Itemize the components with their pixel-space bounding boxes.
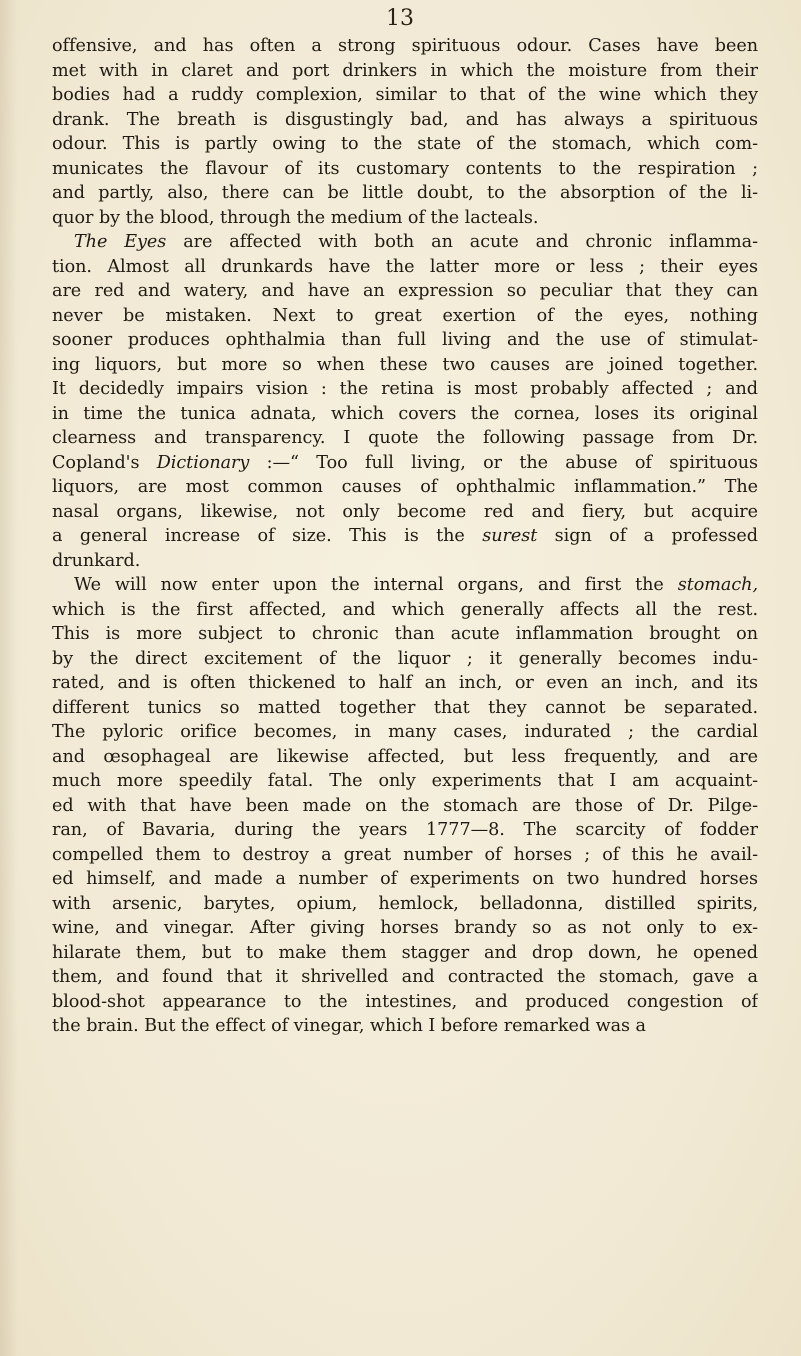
text-line bbox=[52, 279, 758, 304]
text-run: are red and watery, and have an expression so peculiar that they can bbox=[52, 281, 758, 301]
text-run: rated, and is often thickened to half an inch, or even an inch, and its bbox=[52, 673, 758, 693]
text-run: met with in claret and port drinkers in which the moisture from their bbox=[52, 60, 758, 81]
text-run: We will now enter upon the internal organs, and first the bbox=[74, 575, 678, 595]
text-run: compelled them to destroy a great number of horses ; of this he avail- bbox=[52, 844, 758, 865]
text-run: clearness and transparency. I quote the following passage from Dr. bbox=[52, 428, 758, 448]
text-line bbox=[52, 402, 758, 427]
text-line bbox=[52, 941, 758, 966]
text-line bbox=[52, 426, 758, 451]
text-line bbox=[52, 696, 758, 721]
text-run: much more speedily fatal. The only experiments that I am acquaint- bbox=[52, 771, 758, 791]
text-run: hilarate them, but to make them stagger and drop down, he opened bbox=[52, 942, 758, 963]
text-line bbox=[52, 671, 758, 696]
text-line bbox=[52, 500, 758, 525]
text-run: drunkard. bbox=[52, 550, 141, 571]
text-line bbox=[52, 965, 758, 990]
text-run: This is more subject to chronic than acute inflammation brought on bbox=[52, 624, 758, 644]
text-run: It decidedly impairs vision : the retina is most probably affected ; and bbox=[52, 379, 758, 399]
text-line bbox=[52, 916, 758, 941]
text-run: the brain. But the effect of vinegar, which I before remarked was a bbox=[52, 1016, 646, 1036]
text-line bbox=[52, 353, 758, 378]
text-run: municates the flavour of its customary contents to the respiration ; bbox=[52, 158, 758, 179]
text-run: The pyloric orifice becomes, in many cases, indurated ; the cardial bbox=[52, 722, 758, 742]
binding-shadow bbox=[0, 0, 18, 1356]
text-run: which is the first affected, and which generally affects all the rest. bbox=[52, 599, 758, 620]
text-line bbox=[52, 549, 758, 574]
text-line bbox=[52, 83, 758, 108]
text-run: offensive, and has often a strong spirituous odour. Cases have been bbox=[52, 36, 758, 56]
text-run: ing liquors, but more so when these two causes are joined together. bbox=[52, 354, 758, 375]
text-run: :—“ Too full living, or the abuse of spirituous bbox=[249, 452, 758, 473]
text-line bbox=[52, 867, 758, 892]
text-line bbox=[52, 622, 758, 647]
text-run: never be mistaken. Next to great exertion of the eyes, nothing bbox=[52, 305, 758, 326]
italic-text: Dictionary bbox=[156, 452, 250, 473]
text-run: quor by the blood, through the medium of the lacteals. bbox=[52, 207, 539, 228]
text-line bbox=[52, 720, 758, 745]
text-run: tion. Almost all drunkards have the latter more or less ; their eyes bbox=[52, 256, 758, 277]
text-line bbox=[52, 990, 758, 1015]
text-line bbox=[52, 206, 758, 231]
text-line bbox=[52, 34, 758, 59]
text-run: liquors, are most common causes of ophthalmic inflammation.” The bbox=[52, 477, 758, 497]
text-run: a general increase of size. This is the bbox=[52, 526, 483, 546]
text-line bbox=[52, 745, 758, 770]
text-line bbox=[52, 255, 758, 280]
text-run: sooner produces ophthalmia than full living and the use of stimulat- bbox=[52, 330, 758, 350]
italic-text: The Eyes bbox=[74, 232, 167, 252]
text-run: in time the tunica adnata, which covers the cornea, loses its original bbox=[52, 403, 758, 424]
text-run: nasal organs, likewise, not only become red and fiery, but acquire bbox=[52, 501, 758, 522]
text-run: and œsophageal are likewise affected, but less frequently, and are bbox=[52, 746, 758, 767]
text-run: sign of a professed bbox=[537, 526, 758, 546]
text-line bbox=[52, 230, 758, 255]
text-line bbox=[52, 157, 758, 182]
text-run: different tunics so matted together that they cannot be separated. bbox=[52, 697, 758, 718]
text-line bbox=[52, 328, 758, 353]
text-run: are affected with both an acute and chronic inflamma- bbox=[166, 232, 758, 252]
text-line bbox=[52, 132, 758, 157]
text-line bbox=[52, 108, 758, 133]
text-run: wine, and vinegar. After giving horses brandy so as not only to ex- bbox=[52, 918, 758, 938]
text-run: ed with that have been made on the stomach are those of Dr. Pilge- bbox=[52, 795, 758, 816]
italic-text: surest bbox=[482, 526, 538, 546]
text-line bbox=[52, 647, 758, 672]
text-line bbox=[52, 573, 758, 598]
text-run: by the direct excitement of the liquor ; it generally becomes indu- bbox=[52, 648, 758, 669]
text-line bbox=[52, 843, 758, 868]
italic-text: stomach, bbox=[677, 575, 758, 595]
text-line bbox=[52, 892, 758, 917]
text-line bbox=[52, 769, 758, 794]
text-line bbox=[52, 598, 758, 623]
text-run: and partly, also, there can be little doubt, to the absorption of the li- bbox=[52, 183, 758, 203]
text-line bbox=[52, 59, 758, 84]
body-text bbox=[52, 34, 758, 1039]
text-line bbox=[52, 377, 758, 402]
text-line bbox=[52, 1014, 758, 1039]
text-run: with arsenic, barytes, opium, hemlock, belladonna, distilled spirits, bbox=[52, 893, 758, 914]
page-number: 13 bbox=[386, 6, 414, 31]
text-run: Copland's bbox=[52, 452, 157, 473]
text-run: blood-shot appearance to the intestines, and produced congestion of bbox=[52, 991, 758, 1012]
text-run: them, and found that it shrivelled and contracted the stomach, gave a bbox=[52, 967, 758, 987]
text-run: odour. This is partly owing to the state of the stomach, which com- bbox=[52, 134, 758, 154]
text-line bbox=[52, 451, 758, 476]
text-line bbox=[52, 304, 758, 329]
text-line bbox=[52, 818, 758, 843]
text-run: ran, of Bavaria, during the years 1777—8. The scarcity of fodder bbox=[52, 820, 758, 840]
text-line bbox=[52, 475, 758, 500]
text-line bbox=[52, 794, 758, 819]
text-line bbox=[52, 181, 758, 206]
text-run: ed himself, and made a number of experiments on two hundred horses bbox=[52, 869, 758, 889]
text-run: drank. The breath is disgustingly bad, and has always a spirituous bbox=[52, 109, 758, 130]
text-run: bodies had a ruddy complexion, similar to that of the wine which they bbox=[52, 85, 758, 105]
text-line bbox=[52, 524, 758, 549]
